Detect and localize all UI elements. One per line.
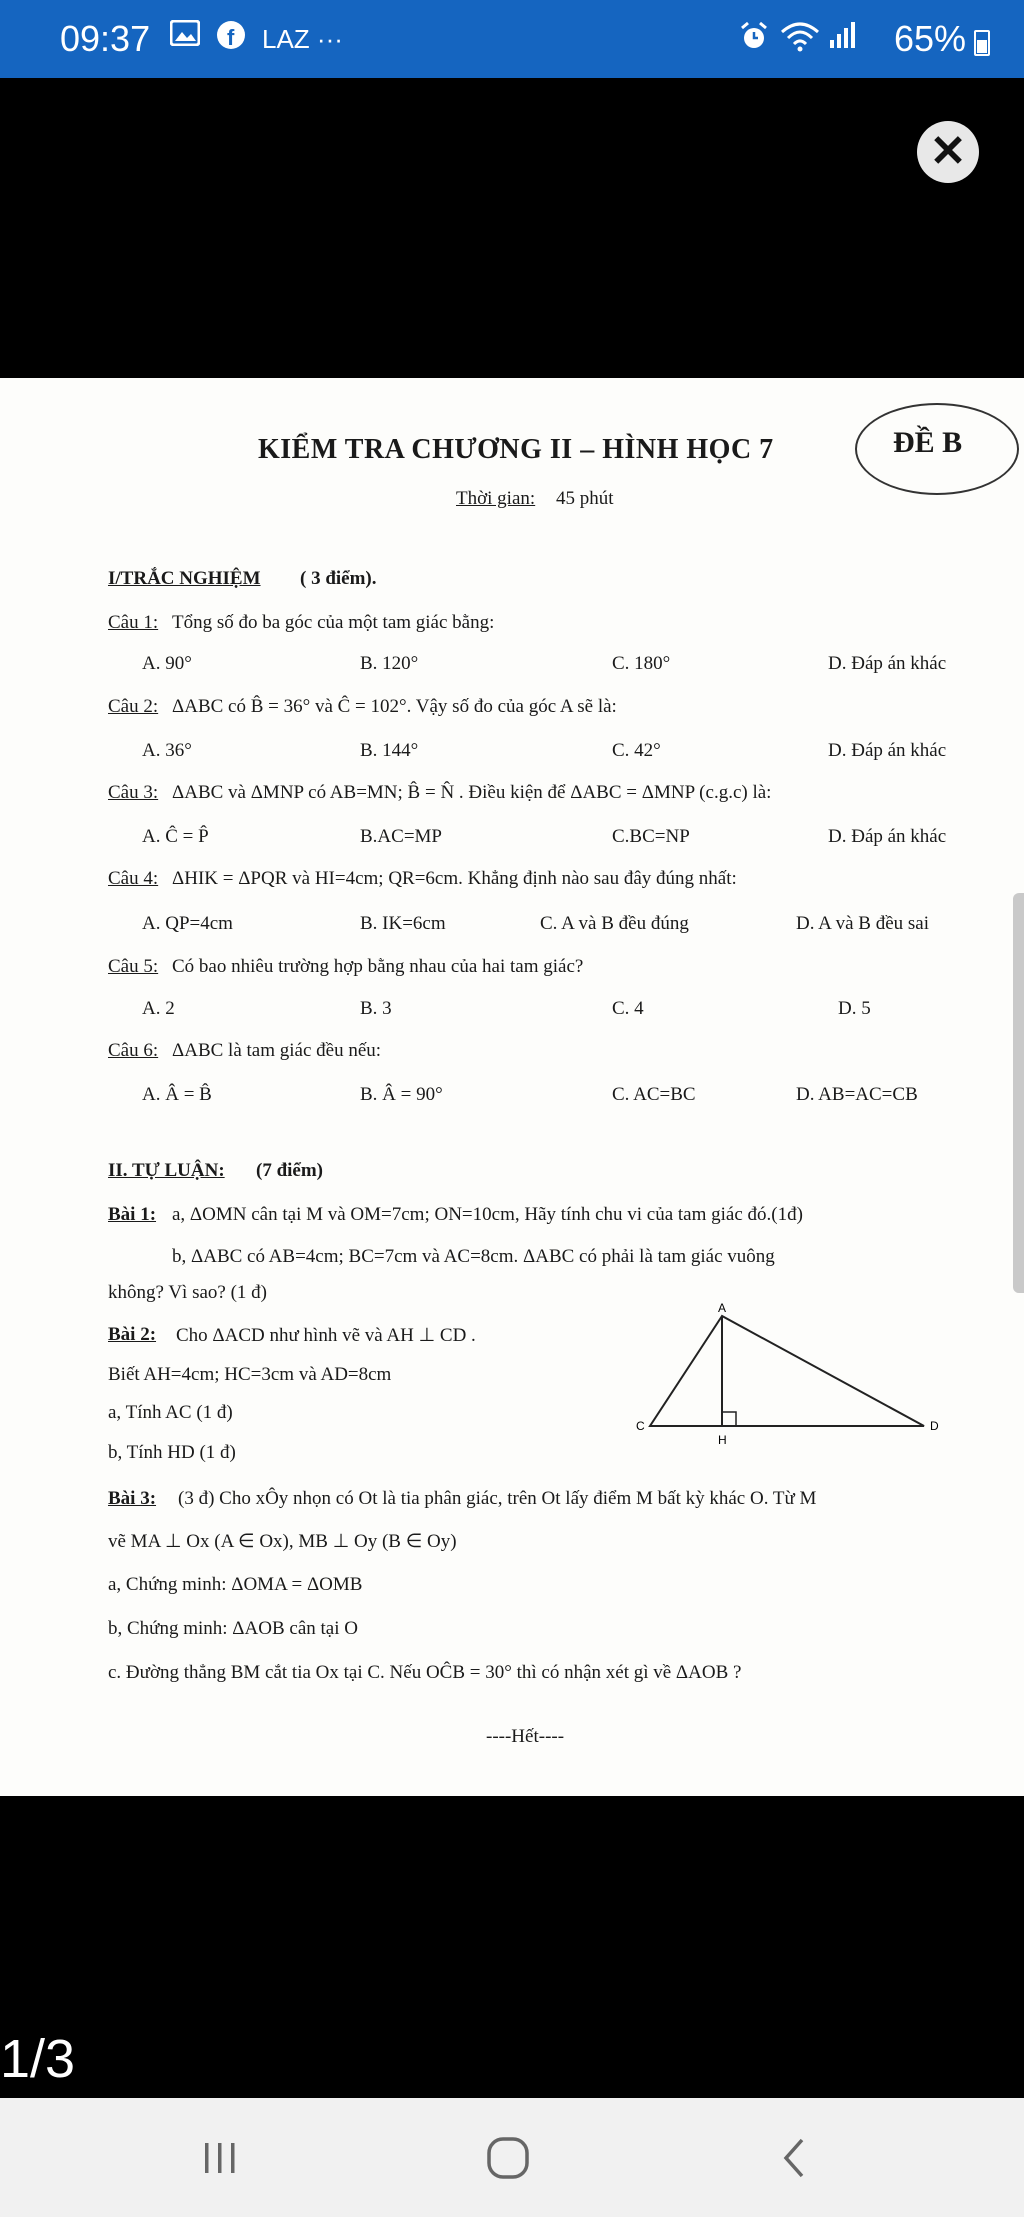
close-icon: ✕ [929,127,967,176]
wifi-icon [780,20,820,60]
q4-text: ΔHIK = ΔPQR và HI=4cm; QR=6cm. Khẳng định nào sau đây đúng nhất: [172,868,737,889]
label-h: H [718,1433,727,1447]
triangle-acd [650,1316,924,1426]
q3-option-d: D. Đáp án khác [828,826,947,847]
page-title: KIỂM TRA CHƯƠNG II – HÌNH HỌC 7 [258,434,774,465]
home-icon [484,2136,532,2180]
battery-percent: 65% [893,18,966,59]
section1-points: ( 3 điểm). [300,568,377,589]
bai2-line4: b, Tính HD (1 đ) [108,1442,236,1463]
section2-title: II. TỰ LUẬN: [108,1160,225,1181]
svg-text:f: f [227,25,235,50]
navigation-bar [0,2098,1024,2217]
q5-option-b: B. 3 [360,998,392,1019]
bai2-line1: Cho ΔACD như hình vẽ và AH ⊥ CD . [176,1325,476,1346]
q3-option-a: A. Ĉ = P̂ [142,826,209,847]
recent-apps-icon [200,2140,240,2176]
q5-text: Có bao nhiêu trường hợp bằng nhau của hai tam giác? [172,956,584,977]
q6-option-c: C. AC=BC [612,1084,696,1105]
end-text: ----Hết---- [486,1726,565,1747]
time-value: 45 phút [556,488,614,509]
q1-text: Tổng số đo ba góc của một tam giác bằng: [172,612,495,633]
label-a: A [718,1301,727,1315]
gallery-icon [170,20,200,54]
q2-option-a: A. 36° [142,740,192,761]
q4-option-a: A. QP=4cm [142,913,233,934]
q6-option-d: D. AB=AC=CB [796,1084,918,1105]
bai2-label: Bài 2: [108,1324,157,1345]
right-angle-mark [722,1412,736,1426]
scroll-handle[interactable] [1013,893,1024,1293]
bai2-line2: Biết AH=4cm; HC=3cm và AD=8cm [108,1364,392,1385]
q4-label: Câu 4: [108,868,159,889]
q6-label: Câu 6: [108,1040,159,1061]
q2-option-b: B. 144° [360,740,419,761]
label-c: C [636,1419,645,1433]
bai3-line1: (3 đ) Cho xÔy nhọn có Ot là tia phân giác, trên Ot lấy điểm M bất kỳ khác O. Từ M [178,1488,817,1509]
q5-option-a: A. 2 [142,998,175,1019]
section1-title: I/TRẮC NGHIỆM [108,568,261,589]
q3-option-c: C.BC=NP [612,826,690,847]
q5-label: Câu 5: [108,956,159,977]
q2-option-c: C. 42° [612,740,661,761]
alarm-icon [738,20,770,60]
exam-code-badge: ĐỀ B [893,426,963,459]
facebook-icon [216,20,246,58]
q5-option-d: D. 5 [838,998,871,1019]
q4-option-d: D. A và B đều sai [796,913,929,934]
document-page [0,378,1024,1796]
q6-text: ΔABC là tam giác đều nếu: [172,1040,382,1061]
triangle-figure [628,1298,948,1458]
bai3-line2: vẽ MA ⊥ Ox (A ∈ Ox), MB ⊥ Oy (B ∈ Oy) [108,1531,457,1552]
section2-points: (7 điểm) [256,1160,324,1181]
bai1-line-c: không? Vì sao? (1 đ) [108,1282,268,1303]
label-d: D [930,1419,939,1433]
bai1-label: Bài 1: [108,1204,157,1225]
q4-option-b: B. IK=6cm [360,913,446,934]
q1-option-b: B. 120° [360,653,419,674]
bai1-line-a: a, ΔOMN cân tại M và OM=7cm; ON=10cm, Hãy tính chu vi của tam giác đó.(1đ) [172,1204,803,1225]
q2-label: Câu 2: [108,696,159,717]
home-button[interactable] [448,2098,568,2217]
q1-option-d: D. Đáp án khác [828,653,947,674]
q1-option-c: C. 180° [612,653,671,674]
bai3-label: Bài 3: [108,1488,157,1509]
q2-option-d: D. Đáp án khác [828,740,947,761]
q6-option-a: A. Â = B̂ [142,1084,212,1105]
q4-option-c: C. A và B đều đúng [540,913,689,934]
time-label: Thời gian: [456,488,536,509]
bai1-line-b: b, ΔABC có AB=4cm; BC=7cm và AC=8cm. ΔABC có phải là tam giác vuông [172,1246,775,1267]
notification-text: LAZ ··· [262,24,343,54]
q3-option-b: B.AC=MP [360,826,442,847]
bai3-line3: a, Chứng minh: ΔOMA = ΔOMB [108,1574,363,1595]
close-button[interactable] [917,121,979,183]
bai3-line5: c. Đường thẳng BM cắt tia Ox tại C. Nếu OĈB = 30° thì có nhận xét gì về ΔAOB ? [108,1662,742,1683]
q1-option-a: A. 90° [142,653,192,674]
q3-text: ΔABC và ΔMNP có AB=MN; B̂ = N̂ . Điều kiện để ΔABC = ΔMNP (c.g.c) là: [172,782,772,803]
bai2-line3: a, Tính AC (1 đ) [108,1402,233,1423]
back-icon [780,2136,810,2180]
q2-text: ΔABC có B̂ = 36° và Ĉ = 102°. Vậy số đo của góc A sẽ là: [172,696,617,717]
q3-label: Câu 3: [108,782,159,803]
page-indicator: 1/3 [0,2029,76,2089]
bai3-line4: b, Chứng minh: ΔAOB cân tại O [108,1618,358,1639]
back-button[interactable] [735,2098,855,2217]
q1-label: Câu 1: [108,612,159,633]
q5-option-c: C. 4 [612,998,644,1019]
status-time: 09:37 [60,18,151,59]
status-bar [0,0,1024,78]
signal-icon [828,20,858,58]
recent-apps-button[interactable] [160,2098,280,2217]
battery-icon [974,30,990,56]
q6-option-b: B. Â = 90° [360,1084,443,1105]
